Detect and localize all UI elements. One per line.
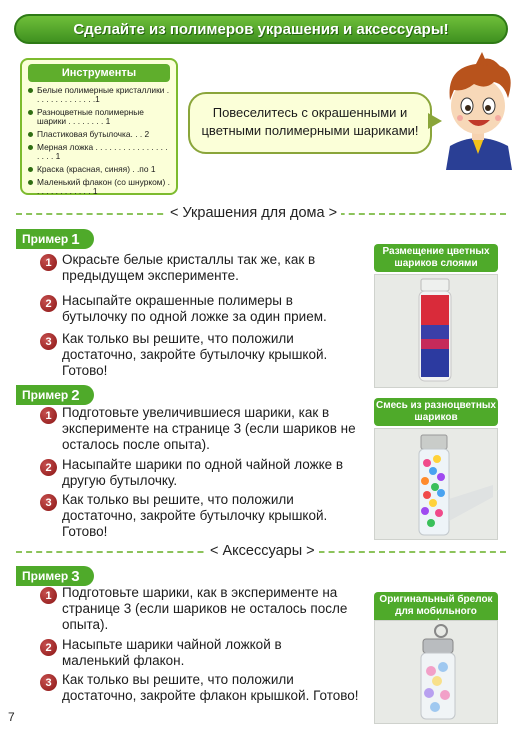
example-label: Пример <box>22 388 69 402</box>
example-number: 3 <box>71 567 80 585</box>
tools-header: Инструменты <box>28 64 170 82</box>
step-number-badge: 3 <box>40 674 57 691</box>
photo-layered-bottle <box>374 274 498 388</box>
mixed-bottle-icon <box>375 429 498 540</box>
section-title: < Украшения для дома > <box>166 205 341 221</box>
step-text: Насыпайте шарики по одной чайной ложке в другую бутылочку. <box>62 457 344 488</box>
step-number-badge: 3 <box>40 333 57 350</box>
step-number-badge: 2 <box>40 639 57 656</box>
layered-bottle-icon <box>375 275 498 388</box>
example-label: Пример <box>22 232 69 246</box>
section-header-accessories <box>16 543 506 561</box>
tool-item <box>28 178 170 196</box>
bubble-line-2: цветными полимерными шариками! <box>201 123 419 138</box>
bullet-icon <box>28 145 33 150</box>
tool-item <box>28 86 170 104</box>
step-text: Окрасьте белые кристаллы так же, как в предыдущем эксперименте. <box>62 252 316 283</box>
step-text: Насыпайте окрашенные полимеры в бутылочку по одной ложке за один прием. <box>62 293 327 324</box>
tool-item <box>28 130 170 139</box>
bubble-line-1: Повеселитесь с окрашенными и <box>212 105 408 120</box>
step-text: Насыпьте шарики чайной ложкой в маленький флакон. <box>62 637 282 668</box>
step-text: Подготовьте увеличившиеся шарики, как в эксперименте на странице 3 (если шариков не осталось после опыта). <box>62 405 356 452</box>
photo-caption-1: Размещение цветных шариков слоями <box>374 244 498 272</box>
step-1-1 <box>40 252 370 284</box>
step-text: Подготовьте шарики, как в эксперименте на странице 3 (если шариков не осталось после опыта). <box>62 585 348 632</box>
example-tab-1 <box>16 229 94 249</box>
step-2-2 <box>40 457 370 489</box>
tool-item <box>28 108 170 126</box>
tools-box <box>20 58 178 195</box>
tool-label: Маленький флакон (со шнурком) . . . . . . . . . . . . . 1 <box>37 177 170 196</box>
step-text: Как только вы решите, что положили достаточно, закройте флакон крышкой. Готово! <box>62 672 359 703</box>
speech-bubble <box>188 92 432 154</box>
bullet-icon <box>28 88 33 93</box>
example-number: 2 <box>71 386 80 404</box>
photo-mixed-bottle <box>374 428 498 540</box>
tool-label: Разноцветные полимерные шарики . . . . . . . . 1 <box>37 107 144 126</box>
keychain-flask-icon <box>375 621 498 724</box>
example-number: 1 <box>71 230 80 248</box>
step-number-badge: 1 <box>40 254 57 271</box>
tool-label: Белые полимерные кристаллики . . . . . . . . . . . . . .1 <box>37 85 170 104</box>
example-tab-2 <box>16 385 94 405</box>
tool-item <box>28 143 170 161</box>
section-title: < Аксессуары > <box>206 543 319 559</box>
photo-caption-3: Оригинальный брелок для мобильного <box>374 592 498 632</box>
step-number-badge: 1 <box>40 407 57 424</box>
step-2-1 <box>40 405 370 453</box>
step-2-3 <box>40 492 370 540</box>
boy-mascot-icon <box>436 50 520 170</box>
tool-label: Краска (красная, синяя) . .по 1 <box>37 164 156 174</box>
tool-label: Мерная ложка . . . . . . . . . . . . . . . . . . . . 1 <box>37 142 168 161</box>
step-1-3 <box>40 331 370 379</box>
example-tab-3 <box>16 566 94 586</box>
step-text: Как только вы решите, что положили достаточно, закройте бутылочку крышкой. Готово! <box>62 331 328 378</box>
step-number-badge: 3 <box>40 494 57 511</box>
step-3-1 <box>40 585 370 633</box>
section-header-decor <box>16 205 506 223</box>
page-number: 7 <box>8 710 15 724</box>
step-text: Как только вы решите, что положили достаточно, закройте бутылочку крышкой. Готово! <box>62 492 328 539</box>
bullet-icon <box>28 180 33 185</box>
step-number-badge: 2 <box>40 295 57 312</box>
bullet-icon <box>28 132 33 137</box>
bullet-icon <box>28 110 33 115</box>
step-1-2 <box>40 293 370 325</box>
photo-keychain-flask <box>374 620 498 724</box>
page-title: Сделайте из полимеров украшения и аксессуары! <box>14 14 508 44</box>
example-label: Пример <box>22 569 69 583</box>
photo-caption-2: Смесь из разноцветных шариков <box>374 398 498 426</box>
step-3-3 <box>40 672 370 704</box>
step-number-badge: 1 <box>40 587 57 604</box>
tool-item <box>28 165 170 174</box>
step-number-badge: 2 <box>40 459 57 476</box>
tool-label: Пластиковая бутылочка. . . 2 <box>37 129 150 139</box>
step-3-2 <box>40 637 370 669</box>
bullet-icon <box>28 167 33 172</box>
